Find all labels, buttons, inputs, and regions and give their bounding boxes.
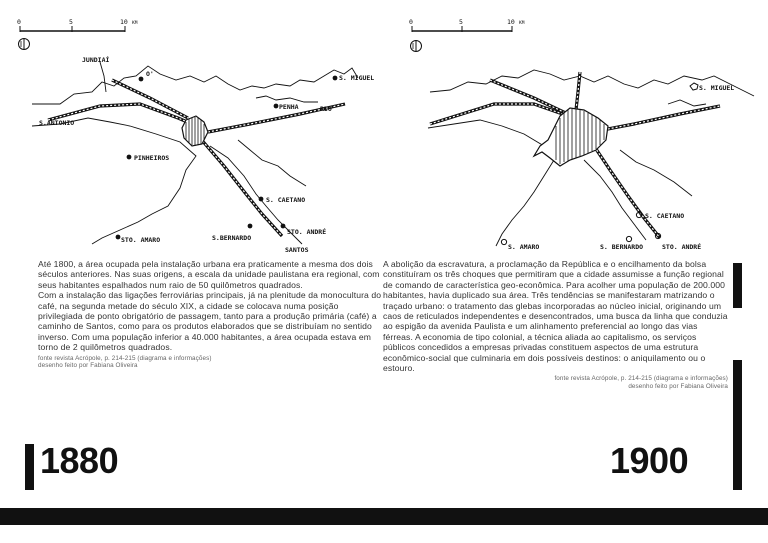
right-vertical-bar-bottom	[733, 360, 742, 490]
text-1880	[38, 259, 383, 370]
label-s-amaro: S. AMARO	[508, 243, 540, 251]
place-markers	[501, 83, 698, 245]
scale-zero: 0	[17, 18, 21, 26]
source-note	[38, 355, 383, 370]
label-penha: PENHA	[279, 103, 299, 111]
label-rio: RIO	[320, 105, 332, 113]
label-o: O'	[146, 70, 154, 78]
map-1880	[0, 0, 384, 258]
source-line-2: desenho feito por Fabiana Oliveira	[628, 383, 728, 391]
label-s-caetano: S. CAETANO	[645, 212, 685, 220]
label-sto-andre: STO. ANDRÉ	[662, 243, 702, 251]
scale-ten: 10	[507, 18, 515, 26]
terrain-contours	[428, 70, 754, 246]
terrain-contours	[32, 62, 358, 244]
year-1880: 1880	[40, 440, 119, 481]
label-s-bernardo: S.BERNARDO	[212, 234, 252, 242]
paragraph: A abolição da escravatura, a proclamação da República e o encilhamento da bolsa constituíram os três choques que permitiram que a cidade assumisse a função regional de comando de característica geo-econômica. Para acolher uma população de 200.000 habitantes, havia duplicado sua área. Três tendências se manifestaram matrizando o traçado urbano: o tratamento das glebas incorporadas ao núcleo inicial, originando um caos de reticulados independentes e desencontrados, uma busca da linha que conduzia ao espigão da avenida Paulista e um alinhamento preferencial ao longo das vias férreas. A economia de tipo colonial, a técnica aliada ao capitalismo, os serviços públicos concedidos a empresas privadas constituem aspectos de uma estrutura econômico-social que culminaria em dois possíveis destinos: o aniquilamento ou o estouro.	[383, 259, 728, 374]
text-1900	[383, 259, 728, 391]
source-line-2: desenho feito por Fabiana Oliveira	[38, 362, 138, 370]
map-1900	[384, 0, 768, 258]
scale-five: 5	[69, 18, 73, 26]
source-note	[383, 375, 728, 390]
source-line-1: fonte revista Acrópole, p. 214-215 (diagrama e informações)	[38, 354, 212, 362]
railways	[48, 80, 345, 236]
label-sto-amaro: STO. AMARO	[121, 236, 161, 244]
bottom-bar	[0, 508, 768, 525]
label-s-antonio: S.ANTONIO	[39, 119, 75, 127]
city-nucleus-1900	[534, 108, 608, 166]
scale-bar	[409, 18, 525, 32]
label-s-miguel: S. MIGUEL	[339, 74, 375, 82]
scale-bar	[17, 18, 138, 32]
year-1900: 1900	[610, 440, 689, 481]
source-line-1: fonte revista Acrópole, p. 214-215 (diagrama e informações)	[554, 375, 728, 383]
scale-five: 5	[459, 18, 463, 26]
north-arrow-icon	[411, 41, 422, 52]
scale-unit: KM	[132, 21, 138, 26]
label-sto-andre: STO. ANDRÉ	[287, 228, 327, 236]
scale-ten: 10	[120, 18, 128, 26]
left-vertical-bar	[25, 444, 34, 490]
label-jundiai: JUNDIAÍ	[82, 56, 110, 64]
paragraph-1: Até 1800, a área ocupada pela instalação urbana era praticamente a mesma dos dois séculos anteriores. Nas suas origens, a escala da unidade paulistana era regional, com seus habitantes espalhados num raio de 50 quilômetros quadrados.	[38, 259, 380, 290]
label-s-miguel: S. MIGUEL	[699, 84, 735, 92]
label-s-caetano: S. CAETANO	[266, 196, 306, 204]
north-arrow-icon	[19, 39, 30, 50]
scale-unit: KM	[519, 21, 525, 26]
label-s-bernardo: S. BERNARDO	[600, 243, 644, 251]
label-santos: SANTOS	[285, 246, 309, 254]
right-vertical-bar-top	[733, 263, 742, 308]
scale-zero: 0	[409, 18, 413, 26]
paragraph-2: Com a instalação das ligações ferroviárias principais, já na plenitude da monocultura do café, na segunda metade do século XIX, a cidade se colocava numa posição privilegiada de ponto obrigatório de passagem, tanto para a produção primária (café) a caminho de Santos, como para os produtos elaborados que se distribuíam no sentido inverso. Com uma população inferior a 40.000 habitantes, a área ocupada estava em torno de 2 quilômetros quadrados.	[38, 290, 382, 353]
label-pinheiros: PINHEIROS	[134, 154, 170, 162]
